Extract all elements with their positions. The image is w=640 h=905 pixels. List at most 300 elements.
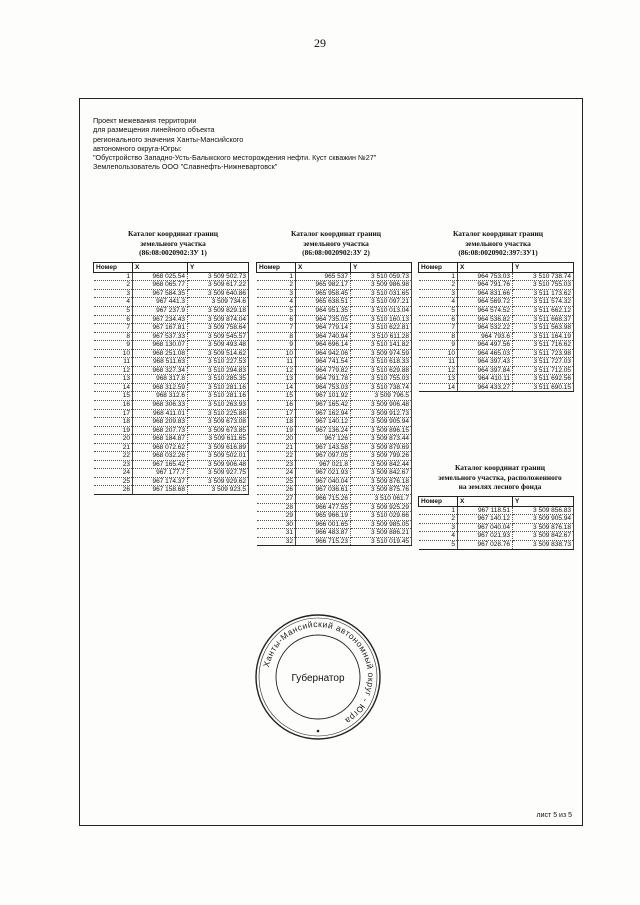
point-number-cell: 18 [257,418,296,427]
x-coordinate-cell: 967 158.68 [133,486,188,495]
y-coordinate-cell: 3 510 059.73 [351,272,412,281]
x-coordinate-cell: 968 065.77 [133,281,188,290]
y-coordinate-cell: 3 510 281.16 [188,392,249,401]
x-coordinate-cell: 966 483.87 [296,529,351,538]
header-line: Проект межевания территории [93,116,197,125]
x-coordinate-cell: 964 831.66 [458,289,513,298]
catalog-title-line: (86:08:0020902:ЗУ 2) [302,248,370,258]
y-coordinate-cell: 3 510 294.83 [188,366,249,375]
y-coordinate-cell: 3 511 690.15 [513,383,574,392]
point-number-cell: 3 [419,289,458,298]
point-number-cell: 22 [94,452,133,461]
y-coordinate-cell: 3 509 875.76 [351,486,412,495]
y-coordinate-cell: 3 510 029.66 [351,512,412,521]
table-row [257,358,412,367]
y-coordinate-cell: 3 509 974.59 [351,349,412,358]
x-coordinate-cell: 966 477.55 [296,503,351,512]
point-number-cell: 1 [257,272,296,281]
x-coordinate-cell: 968 317.8 [133,375,188,384]
table-row [94,392,249,401]
table-row [257,315,412,324]
table-row [257,366,412,375]
x-coordinate-cell: 965 958.45 [296,289,351,298]
y-coordinate-cell: 3 511 662.12 [513,306,574,315]
table-row [94,332,249,341]
point-number-cell: 1 [94,272,133,281]
y-coordinate-cell: 3 509 876.18 [513,523,574,532]
y-coordinate-cell: 3 509 502.73 [188,272,249,281]
table-row [94,486,249,495]
point-number-cell: 8 [257,332,296,341]
x-coordinate-cell: 968 411.01 [133,409,188,418]
table-row [257,383,412,392]
x-coordinate-cell: 967 165.42 [133,460,188,469]
point-number-cell: 12 [419,366,458,375]
point-number-cell: 15 [257,392,296,401]
x-coordinate-cell: 968 251.08 [133,349,188,358]
catalog-title-line: Каталог координат границ [127,229,219,238]
table-row [419,272,574,281]
x-coordinate-cell: 967 165.42 [296,400,351,409]
point-number-cell: 9 [257,341,296,350]
y-coordinate-cell: 3 509 842.44 [351,460,412,469]
table-row [419,506,574,515]
table-row [257,349,412,358]
y-coordinate-cell: 3 510 738.74 [351,383,412,392]
y-coordinate-cell: 3 510 622.81 [351,324,412,333]
point-number-cell: 22 [257,452,296,461]
point-number-cell: 2 [94,281,133,290]
x-coordinate-cell: 967 140.12 [296,418,351,427]
point-number-cell: 6 [419,315,458,324]
table-row [257,426,412,435]
point-number-cell: 19 [94,426,133,435]
x-coordinate-cell: 964 410.11 [458,375,513,384]
point-number-cell: 23 [257,460,296,469]
x-coordinate-cell: 964 569.72 [458,298,513,307]
catalog-title [418,229,578,258]
x-coordinate-cell: 965 982.17 [296,281,351,290]
point-number-cell: 13 [419,375,458,384]
point-number-cell: 5 [419,540,458,549]
y-coordinate-cell: 3 509 673.85 [188,426,249,435]
x-coordinate-cell: 968 312.59 [133,383,188,392]
catalog-title-line: земельного участка [465,238,531,248]
point-number-cell: 10 [419,349,458,358]
y-coordinate-cell: 3 509 673.08 [188,418,249,427]
table-row [257,520,412,529]
x-coordinate-cell: 964 779.14 [296,324,351,333]
table-row [94,469,249,478]
table-row [419,532,574,541]
point-number-cell: 5 [257,306,296,315]
x-coordinate-cell: 967 140.12 [458,515,513,524]
table-row [419,315,574,324]
y-coordinate-cell: 3 510 097.21 [351,298,412,307]
point-number-cell: 21 [94,443,133,452]
x-coordinate-cell: 968 207.73 [133,426,188,435]
table-row [94,426,249,435]
table-row [257,477,412,486]
y-coordinate-cell: 3 509 856.83 [513,506,574,515]
x-coordinate-cell: 964 735.05 [296,315,351,324]
seal-center-text: Губернатор [291,673,345,684]
x-coordinate-cell: 966 715.23 [296,537,351,546]
x-coordinate-cell: 964 753.03 [458,272,513,281]
x-coordinate-cell: 964 532.22 [458,324,513,333]
table-row [419,540,574,549]
y-coordinate-cell: 3 510 141.82 [351,341,412,350]
point-number-cell: 30 [257,520,296,529]
column-header-y: Y [513,496,574,506]
x-coordinate-cell: 967 441.3 [133,298,188,307]
catalog-397-zu1 [418,229,578,392]
document-frame [79,98,583,826]
catalog-title [256,229,416,258]
x-coordinate-cell: 967 537.33 [133,332,188,341]
point-number-cell: 25 [257,477,296,486]
point-number-cell: 8 [94,332,133,341]
table-row [419,383,574,392]
y-coordinate-cell: 3 509 545.57 [188,332,249,341]
point-number-cell: 26 [94,486,133,495]
point-number-cell: 9 [419,341,458,350]
table-row [94,477,249,486]
x-coordinate-cell: 964 779.82 [296,366,351,375]
y-coordinate-cell: 3 510 629.88 [351,366,412,375]
column-header-y: Y [513,262,574,272]
point-number-cell: 2 [257,281,296,290]
table-row [94,358,249,367]
point-number-cell: 29 [257,512,296,521]
column-header-number: Номер [257,262,296,272]
point-number-cell: 16 [257,400,296,409]
catalog-title-line: земельного участка [140,238,206,248]
point-number-cell: 19 [257,426,296,435]
table-row [257,486,412,495]
catalog-title-line: Каталог координат границ [290,229,382,238]
point-number-cell: 5 [94,306,133,315]
catalog-title [93,229,253,258]
x-coordinate-cell: 968 209.83 [133,418,188,427]
column-header-number: Номер [419,496,458,506]
table-row [94,409,249,418]
x-coordinate-cell: 967 136.24 [296,426,351,435]
point-number-cell: 4 [257,298,296,307]
table-row [257,443,412,452]
y-coordinate-cell: 3 509 873.44 [351,435,412,444]
point-number-cell: 1 [419,272,458,281]
table-row [257,529,412,538]
point-number-cell: 17 [257,409,296,418]
coordinates-table [418,262,574,393]
x-coordinate-cell: 967 177.7 [133,469,188,478]
catalog-title [418,463,582,492]
x-coordinate-cell: 967 237.9 [133,306,188,315]
x-coordinate-cell: 965 638.51 [296,298,351,307]
y-coordinate-cell: 3 509 842.67 [513,532,574,541]
y-coordinate-cell: 3 511 692.56 [513,375,574,384]
table-row [419,298,574,307]
point-number-cell: 24 [94,469,133,478]
coordinates-table [93,262,249,495]
y-coordinate-cell: 3 509 758.64 [188,324,249,333]
y-coordinate-cell: 3 511 563.98 [513,324,574,333]
table-row [419,289,574,298]
x-coordinate-cell: 967 021.93 [458,532,513,541]
point-number-cell: 18 [94,418,133,427]
y-coordinate-cell: 3 509 905.94 [513,515,574,524]
y-coordinate-cell: 3 509 829.18 [188,306,249,315]
y-coordinate-cell: 3 510 611.28 [351,332,412,341]
x-coordinate-cell: 968 306.33 [133,400,188,409]
point-number-cell: 20 [257,435,296,444]
column-header-y: Y [188,262,249,272]
table-row [257,418,412,427]
point-number-cell: 7 [94,324,133,333]
table-row [94,349,249,358]
point-number-cell: 24 [257,469,296,478]
y-coordinate-cell: 3 510 755.03 [513,281,574,290]
document-header [93,116,423,172]
table-row [94,418,249,427]
x-coordinate-cell: 964 951.35 [296,306,351,315]
point-number-cell: 14 [257,383,296,392]
x-coordinate-cell: 965 966.19 [296,512,351,521]
point-number-cell: 17 [94,409,133,418]
x-coordinate-cell: 967 143.58 [296,443,351,452]
table-row [257,306,412,315]
y-coordinate-cell: 3 509 734.6 [188,298,249,307]
point-number-cell: 5 [419,306,458,315]
table-row [94,375,249,384]
x-coordinate-cell: 964 740.94 [296,332,351,341]
point-number-cell: 4 [419,532,458,541]
point-number-cell: 14 [419,383,458,392]
y-coordinate-cell: 3 509 611.65 [188,435,249,444]
x-coordinate-cell: 967 126 [296,435,351,444]
y-coordinate-cell: 3 510 160.13 [351,315,412,324]
table-row [94,324,249,333]
x-coordinate-cell: 964 536.82 [458,315,513,324]
point-number-cell: 4 [419,298,458,307]
column-header-number: Номер [419,262,458,272]
header-line: Землепользователь ООО "Славнефть-Нижневартовск" [93,162,278,172]
y-coordinate-cell: 3 510 281.16 [188,383,249,392]
y-coordinate-cell: 3 509 985.05 [351,520,412,529]
column-header-x: X [296,262,351,272]
y-coordinate-cell: 3 509 838.73 [513,540,574,549]
point-number-cell: 3 [419,523,458,532]
table-row [257,512,412,521]
y-coordinate-cell: 3 510 755.03 [351,375,412,384]
y-coordinate-cell: 3 509 927.75 [188,469,249,478]
table-row [257,272,412,281]
table-row [94,341,249,350]
x-coordinate-cell: 967 040.04 [296,477,351,486]
table-row [94,306,249,315]
point-number-cell: 8 [419,332,458,341]
table-row [94,400,249,409]
table-row [419,515,574,524]
point-number-cell: 10 [257,349,296,358]
y-coordinate-cell: 3 510 618.33 [351,358,412,367]
y-coordinate-cell: 3 509 896.15 [351,426,412,435]
catalog-title-line: Каталог координат границ [452,229,544,238]
table-row [94,443,249,452]
table-row [257,341,412,350]
point-number-cell: 13 [257,375,296,384]
point-number-cell: 6 [94,315,133,324]
catalog-title-line: земельного участка [303,238,369,248]
y-coordinate-cell: 3 509 905.94 [351,418,412,427]
catalog-title-line: земельного участка, расположенного [438,472,562,482]
table-row [257,435,412,444]
y-coordinate-cell: 3 509 906.48 [351,400,412,409]
table-row [94,272,249,281]
y-coordinate-cell: 3 509 616.89 [188,443,249,452]
point-number-cell: 4 [94,298,133,307]
table-row [257,392,412,401]
x-coordinate-cell: 964 397.84 [458,366,513,375]
coordinates-table [418,496,574,550]
header-line: регионального значения Ханты-Мансийского [93,134,244,144]
x-coordinate-cell: 964 791.78 [296,375,351,384]
catalog-title-line: на землях лесного фонда [458,482,542,492]
x-coordinate-cell: 964 497.56 [458,341,513,350]
table-row [257,503,412,512]
x-coordinate-cell: 967 028.76 [458,540,513,549]
table-row [257,409,412,418]
x-coordinate-cell: 968 511.63 [133,358,188,367]
point-number-cell: 14 [94,383,133,392]
y-coordinate-cell: 3 511 727.03 [513,358,574,367]
table-row [94,435,249,444]
x-coordinate-cell: 967 097.05 [296,452,351,461]
table-row [257,281,412,290]
column-header-number: Номер [94,262,133,272]
catalog-zu2 [256,229,416,546]
table-row [419,341,574,350]
x-coordinate-cell: 967 167.81 [133,324,188,333]
y-coordinate-cell: 3 509 912.73 [351,409,412,418]
y-coordinate-cell: 3 509 923.5 [188,486,249,495]
x-coordinate-cell: 966 001.65 [296,520,351,529]
table-row [94,315,249,324]
point-number-cell: 31 [257,529,296,538]
y-coordinate-cell: 3 509 842.67 [351,469,412,478]
point-number-cell: 3 [94,289,133,298]
x-coordinate-cell: 964 574.52 [458,306,513,315]
point-number-cell: 27 [257,495,296,504]
point-number-cell: 20 [94,435,133,444]
table-row [94,281,249,290]
column-header-x: X [133,262,188,272]
table-row [419,349,574,358]
y-coordinate-cell: 3 511 173.62 [513,289,574,298]
x-coordinate-cell: 967 118.51 [458,506,513,515]
point-number-cell: 7 [419,324,458,333]
y-coordinate-cell: 3 510 019.45 [351,537,412,546]
y-coordinate-cell: 3 511 712.05 [513,366,574,375]
column-header-y: Y [351,262,412,272]
y-coordinate-cell: 3 509 925.29 [351,503,412,512]
y-coordinate-cell: 3 509 640.86 [188,289,249,298]
point-number-cell: 15 [94,392,133,401]
y-coordinate-cell: 3 509 799.26 [351,452,412,461]
point-number-cell: 26 [257,486,296,495]
header-line: для размещения линейного объекта [93,125,215,135]
table-row [257,400,412,409]
table-row [257,469,412,478]
y-coordinate-cell: 3 511 574.32 [513,298,574,307]
sheet-label: лист 5 из 5 [536,812,572,819]
table-row [419,324,574,333]
y-coordinate-cell: 3 509 514.62 [188,349,249,358]
x-coordinate-cell: 964 433.27 [458,383,513,392]
y-coordinate-cell: 3 509 876.18 [351,477,412,486]
x-coordinate-cell: 968 312.6 [133,392,188,401]
seal-star [317,730,320,733]
point-number-cell: 9 [94,341,133,350]
column-header-x: X [458,262,513,272]
y-coordinate-cell: 3 509 879.69 [351,443,412,452]
y-coordinate-cell: 3 510 061.7 [351,495,412,504]
table-row [257,332,412,341]
y-coordinate-cell: 3 509 493.48 [188,341,249,350]
x-coordinate-cell: 968 184.87 [133,435,188,444]
x-coordinate-cell: 964 696.14 [296,341,351,350]
x-coordinate-cell: 967 021.8 [296,460,351,469]
governor-seal [253,612,383,742]
x-coordinate-cell: 964 793.6 [458,332,513,341]
point-number-cell: 2 [419,515,458,524]
table-row [94,366,249,375]
x-coordinate-cell: 964 397.43 [458,358,513,367]
page-number: 29 [314,36,326,50]
x-coordinate-cell: 967 021.93 [296,469,351,478]
table-row [257,537,412,546]
x-coordinate-cell: 967 162.94 [296,409,351,418]
catalog-title-line: (86:08:0020902:ЗУ 1) [139,248,207,258]
table-row [419,366,574,375]
table-row [257,324,412,333]
table-row [419,332,574,341]
table-row [257,460,412,469]
table-row [257,375,412,384]
x-coordinate-cell: 968 025.54 [133,272,188,281]
y-coordinate-cell: 3 510 227.53 [188,358,249,367]
table-row [257,298,412,307]
y-coordinate-cell: 3 510 263.93 [188,400,249,409]
y-coordinate-cell: 3 510 285.35 [188,375,249,384]
point-number-cell: 21 [257,443,296,452]
y-coordinate-cell: 3 510 013.04 [351,306,412,315]
table-row [419,281,574,290]
coordinates-table [256,262,412,547]
seal-ring-text: Ханты-Мансийский автономный округ - Югра [261,618,377,727]
y-coordinate-cell: 3 511 164.19 [513,332,574,341]
table-row [419,358,574,367]
point-number-cell: 11 [257,358,296,367]
point-number-cell: 16 [94,400,133,409]
column-header-x: X [458,496,513,506]
x-coordinate-cell: 968 327.34 [133,366,188,375]
y-coordinate-cell: 3 509 906.48 [188,460,249,469]
table-row [257,452,412,461]
y-coordinate-cell: 3 509 874.04 [188,315,249,324]
x-coordinate-cell: 964 465.03 [458,349,513,358]
